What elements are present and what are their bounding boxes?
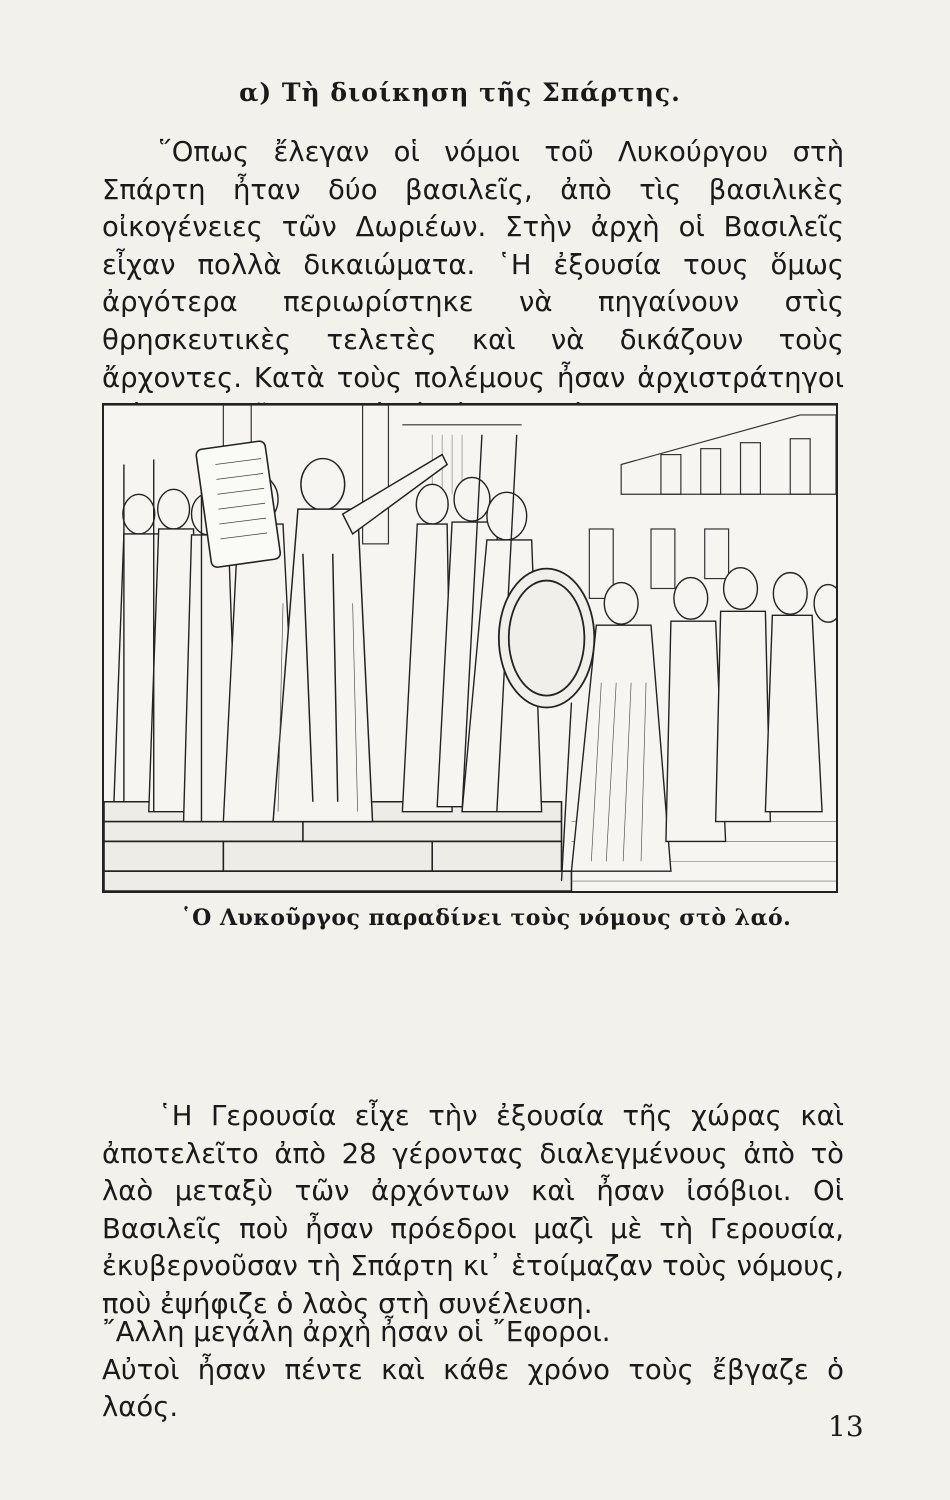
figure-caption: ῾Ο Λυκοῦργος παραδίνει τοὺς νόμους στὸ λαό. bbox=[180, 905, 792, 931]
paragraph-kings: ῞Οπως ἔλεγαν οἱ νόμοι τοῦ Λυκούργου στὴ Σπάρτη ἦταν δύο βασιλεῖς, ἀπὸ τὶς βασιλικὲς οἰκογένειες τῶν Δωριέων. Στὴν ἀρχὴ οἱ Βασιλεῖς εἶχαν πολλὰ δικαιώματα. ῾Η ἐξουσία τους ὅμως ἀργότερα περιωρίστηκε νὰ πηγαίνουν στὶς θρησκευτικὲς τελετὲς καὶ νὰ δικάζουν τοὺς ἄρχοντες. Κατὰ τοὺς πολέμους ἦσαν ἀρχιστράτηγοι bbox=[102, 136, 844, 394]
ephors-line-1: ῎Αλλη μεγάλη ἀρχὴ ἦσαν οἱ ῎Εφοροι. bbox=[102, 1316, 611, 1348]
engraving-drawing bbox=[104, 405, 836, 891]
section-heading: α) Τὴ διοίκηση τῆς Σπάρτης. bbox=[239, 78, 681, 107]
illustration-lycurgus bbox=[102, 403, 838, 893]
ephors-line-2: Αὐτοὶ ἦσαν πέντε καὶ κάθε χρόνο τοὺς ἔβγαζε ὁ λαός. bbox=[102, 1353, 844, 1424]
paragraph-ephors bbox=[102, 1314, 844, 1427]
paragraph-gerousia: ῾Η Γερουσία εἶχε τὴν ἐξουσία τῆς χώρας καὶ ἀποτελεῖτο ἀπὸ 28 γέροντας διαλεγμένους ἀπὸ τὸ λαὸ μεταξὺ τῶν ἀρχόντων καὶ ἦσαν ἰσόβιοι. Οἱ Βασιλεῖς ποὺ ἦσαν πρόεδροι μαζὶ μὲ τὴ Γερουσία, ἐκυβερνοῦσαν τὴ Σπάρτη κι᾿ ἑτοίμαζαν τοὺς νόμους, ποὺ ἐψήφιζε ὁ λαὸς στὴ συνέλευση. bbox=[102, 1100, 844, 1320]
page-number: 13 bbox=[828, 1410, 864, 1443]
